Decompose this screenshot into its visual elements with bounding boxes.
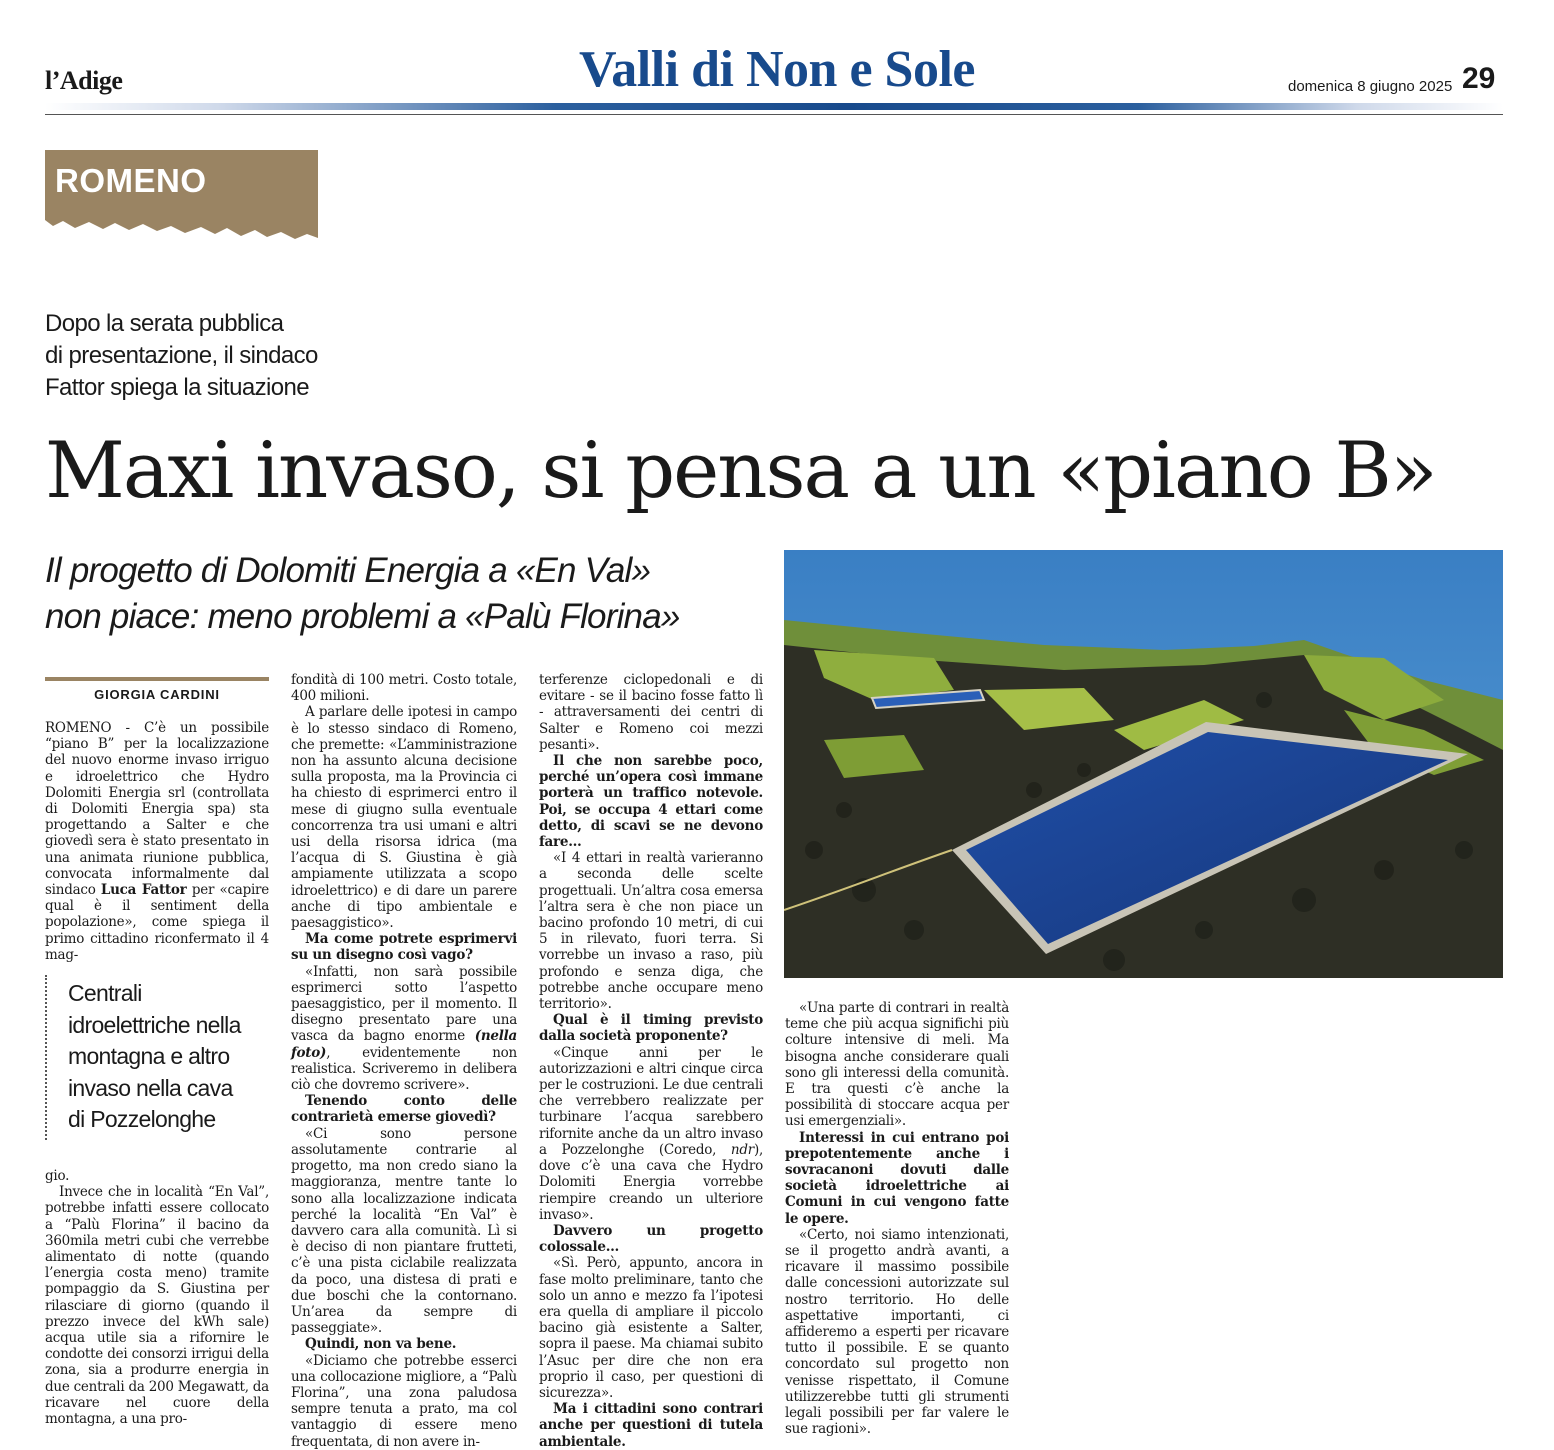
byline-rule xyxy=(45,677,269,681)
subhead-line: Dopo la serata pubblica xyxy=(45,310,284,337)
pullquote-line: Centrali xyxy=(68,980,142,1006)
interview-question: Ma i cittadini sono contrari anche per questioni di tutela ambientale. xyxy=(539,1401,763,1450)
interview-question: Qual è il timing previsto dalla società proponente? xyxy=(539,1012,763,1045)
paragraph: «Infatti, non sarà possibile esprimerci sotto l’aspetto paesaggistico, per il momento. Il disegno presentato pare una vasca da bagno enorme (nella foto), evidentemente non realistica. Scriveremo in delibera ciò che dovremo scrivere». xyxy=(291,963,517,1094)
pullquote-line: invaso nella cava xyxy=(68,1074,233,1101)
byline: GIORGIA CARDINI xyxy=(94,687,220,702)
paragraph: «Certo, noi siamo intenzionati, se il progetto andrà avanti, a ricavare il massimo possibile dalle concessioni autorizzate sul nostro territorio. Ho delle aspettative importanti, ci affideremo a esperti per ricavare tutto il possibile. E se quanto concordato sul progetto non venisse rispettato, il Comune utilizzerebbe tutti gli strumenti legali possibili per far valere le sue ragioni». xyxy=(785,1226,1009,1438)
interview-question: Quindi, non va bene. xyxy=(305,1336,457,1353)
pullquote-line: montagna e altro xyxy=(68,1043,230,1069)
paragraph: «Una parte di contrari in realtà teme che più acqua significhi più colture intensive di meli. Ma bisogna anche considerare quali sono gli interessi della comunità. E tra questi c’è anche la possibilità di stoccare acqua per usi emergenziali». xyxy=(785,1000,1009,1130)
mayor-name: Luca Fattor xyxy=(100,882,187,899)
article-column-3 xyxy=(539,672,763,1450)
subhead-line: di presentazione, il sindaco xyxy=(45,342,318,369)
deck xyxy=(45,548,775,640)
kicker-label: ROMENO xyxy=(55,162,207,199)
paragraph: terferenze ciclopedonali e di evitare - se il bacino fosse fatto lì - attraversamenti dei centri di Salter e Romeno coi mezzi pesanti». xyxy=(539,672,763,753)
article-column-1-bottom xyxy=(45,1168,269,1427)
paragraph: «Diciamo che potrebbe esserci una collocazione migliore, a “Palù Florina”, una zona paludosa sempre tenuta a prato, ma col vantaggio di essere meno frequentata, di non avere in- xyxy=(291,1352,517,1450)
newspaper-logo: l’Adige xyxy=(45,66,123,95)
section-title: Valli di Non e Sole xyxy=(579,41,975,98)
article-column-1-top xyxy=(45,720,269,963)
reservoir-rendering-image xyxy=(784,550,1503,978)
interview-question: Davvero un progetto colossale… xyxy=(539,1222,763,1256)
interview-question: Tenendo conto delle contrarietà emerse giovedì? xyxy=(291,1093,517,1126)
pullquote-line: di Pozzelonghe xyxy=(68,1106,216,1132)
paragraph: «Cinque anni per le autorizzazioni e altri cinque circa per le costruzioni. Le due centrali che verrebbero realizzate per turbinare l’acqua sarebbero rifornite anche da un altro invaso a Pozzelonghe (Coredo, ndr), dove c’è una cava che Hydro Dolomiti Energia vorrebbe riempire creando un ulteriore invaso». xyxy=(539,1044,763,1223)
pullquote-line: idroelettriche nella xyxy=(68,1011,241,1038)
paragraph: A parlare delle ipotesi in campo è lo stesso sindaco di Romeno, che premette: «L’amministrazione non ha assunto alcuna decisione sulla proposta, ma la Provincia ci ha chiesto di esprimerci entro il mese di giugno sulla eventuale concorrenza tra usi umani e altri usi della risorsa idrica (ma l’acqua di S. Giustina è già ampiamente utilizzata a scopo idroelettrico) e di dare un parere anche di tipo ambientale e paesaggistico». xyxy=(291,704,517,932)
masthead-thin-rule xyxy=(45,114,1503,115)
article-column-4 xyxy=(785,1000,1009,1437)
paragraph: «Ci sono persone assolutamente contrarie al progetto, ma non credo siano la maggioranza, mentre tante lo sono alla localizzazione indicata perché la località “En Val” è davvero cara alla comunità. Lì si è deciso di non piantare frutteti, c’è una pista ciclabile realizzata da poco, una distesa di prati e due boschi che la contornano. Un’area da sempre di passeggiate». xyxy=(291,1125,517,1337)
subhead xyxy=(45,308,365,404)
article-column-2 xyxy=(291,672,517,1450)
paragraph: gio. xyxy=(45,1168,70,1184)
paragraph: ROMENO - C’è un possibile “piano B” per la localizzazione del nuovo enorme invaso irriguo e idroelettrico che Hydro Dolomiti Energia srl (controllata di Dolomiti Energia spa) sta progettando a Salter e che giovedì sera è stato presentato in una animata riunione pubblica, convocata informalmente dal sindaco Luca Fattor per «capire qual è il sentiment della popolazione», come spiega il primo cittadino riconfermato il 4 mag- xyxy=(45,720,269,963)
deck-line: Il progetto di Dolomiti Energia a «En Val» xyxy=(45,551,651,590)
issue-date: domenica 8 giugno 2025 xyxy=(1288,78,1453,95)
pullquote xyxy=(68,978,273,1136)
headline: Maxi invaso, si pensa a un «piano B» xyxy=(45,426,1436,516)
paragraph: «Sì. Però, appunto, ancora in fase molto preliminare, tanto che solo un anno e mezzo fa l’ipotesi era quella di ampliare il piccolo bacino già esistente a Salter, sopra il paese. Ma chiamai subito l’Asuc per dire che non era proprio il caso, per questioni di sicurezza». xyxy=(539,1255,763,1401)
paragraph: fondità di 100 metri. Costo totale, 400 milioni. xyxy=(291,672,517,705)
interview-question: Ma come potrete esprimervi su un disegno così vago? xyxy=(291,931,517,964)
deck-line: non piace: meno problemi a «Palù Florina» xyxy=(45,597,680,636)
paragraph: Invece che in località “En Val”, potrebbe infatti essere collocato a “Palù Florina” il bacino da 360mila metri cubi che verrebbe alimentato di notte (quando l’energia costa meno) tramite pompaggio da S. Giustina per rilasciare di giorno (quando il prezzo invece del kWh sale) acqua utile sia a rifornire le condotte dei consorzi irrigui della zona, sia a produrre energia in due centrali da 200 Megawatt, da ricavare nel cuore della montagna, a una pro- xyxy=(45,1184,269,1428)
masthead-rule xyxy=(45,103,1503,110)
paragraph: «I 4 ettari in realtà varieranno a seconda delle scelte progettuali. Un’altra cosa emersa l’altra sera è che non piace un bacino profondo 10 metri, di cui 5 in rilevato, fuori terra. Si vorrebbe un invaso a raso, più profondo e senza diga, che potrebbe anche occupare meno territorio». xyxy=(539,850,763,1013)
interview-question: Il che non sarebbe poco, perché un’opera così immane porterà un traffico notevole. Poi, se occupa 4 ettari come detto, di scavi se ne devono fare… xyxy=(539,753,763,851)
interview-question: Interessi in cui entrano poi prepotentemente anche i sovracanoni dovuti dalle società idroelettriche ai Comuni in cui vengono fatte le opere. xyxy=(785,1129,1009,1227)
subhead-line: Fattor spiega la situazione xyxy=(45,374,309,401)
pullquote-rule xyxy=(45,975,47,1140)
page-number: 29 xyxy=(1462,62,1496,95)
